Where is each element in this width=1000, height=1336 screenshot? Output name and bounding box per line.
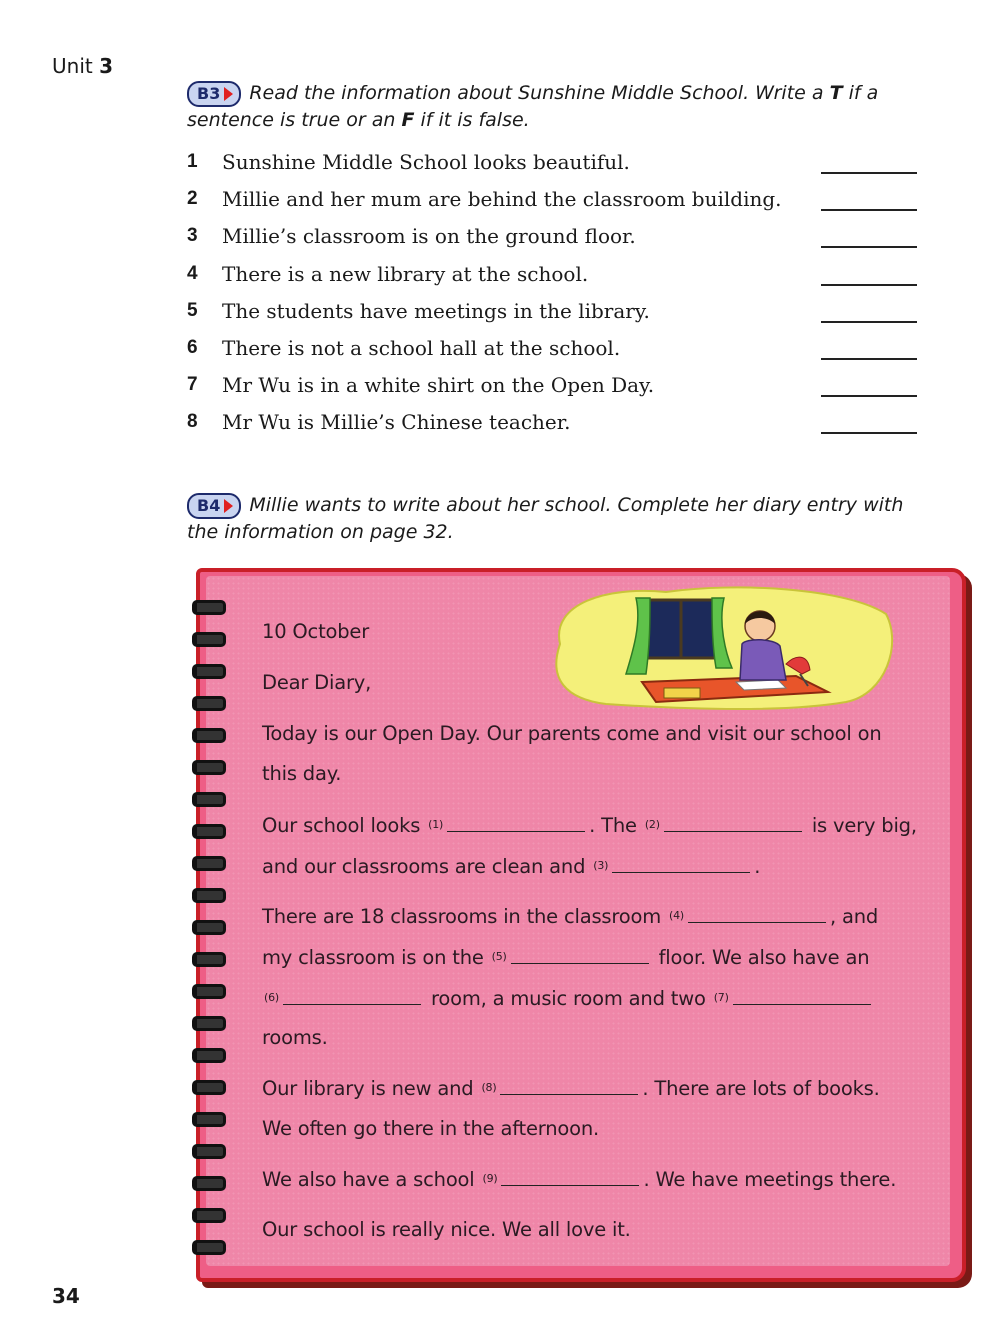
answer-blank[interactable]: [821, 432, 917, 434]
diary-line: We also have a school $^{(9)}$ . We have meetings there.: [262, 1168, 897, 1191]
diary-line: $^{(6)}$ room, a music room and two $^{(7)}$: [262, 986, 875, 1010]
answer-blank[interactable]: [821, 321, 917, 323]
fill-blank-4[interactable]: [688, 904, 826, 923]
fill-blank-7[interactable]: [733, 986, 871, 1005]
diary-line: and our classrooms are clean and $^{(3)}$ .: [262, 855, 761, 878]
answer-blank[interactable]: [821, 246, 917, 248]
tf-item: 6 There is not a school hall at the school.: [187, 334, 917, 371]
diary-date: 10 October: [262, 620, 370, 643]
answer-blank[interactable]: [821, 209, 917, 211]
diary-greeting: Dear Diary,: [262, 671, 372, 694]
tf-item: 5 The students have meetings in the library.: [187, 297, 917, 334]
arrow-triangle-icon: [224, 87, 233, 101]
unit-label: Unit: [52, 54, 93, 78]
tf-item: 4 There is a new library at the school.: [187, 260, 917, 297]
unit-number: 3: [99, 54, 113, 78]
diary-line: my classroom is on the $^{(5)}$ floor. We also have an: [262, 946, 870, 969]
answer-blank[interactable]: [821, 172, 917, 174]
unit-header: [52, 54, 113, 78]
b3-badge: B3: [187, 81, 241, 107]
fill-blank-3[interactable]: [612, 854, 750, 873]
page-number: 34: [52, 1284, 80, 1308]
answer-blank[interactable]: [821, 358, 917, 360]
tf-item: 1 Sunshine Middle School looks beautiful.: [187, 148, 917, 185]
fill-blank-5[interactable]: [511, 945, 649, 964]
b3-instruction: B3 Read the information about Sunshine Middle School. Write a T if a sentence is true or an F if it is false.: [187, 82, 879, 131]
fill-blank-9[interactable]: [501, 1167, 639, 1186]
answer-blank[interactable]: [821, 284, 917, 286]
fill-blank-8[interactable]: [500, 1076, 638, 1095]
diary-line: Our school looks $^{(1)}$ . The $^{(2)}$ is very big,: [262, 814, 917, 837]
diary-line: There are 18 classrooms in the classroom $^{(4)}$ , and: [262, 905, 879, 928]
diary-line: We often go there in the afternoon.: [262, 1117, 600, 1140]
arrow-triangle-icon: [224, 499, 233, 513]
b4-instruction: B4 Millie wants to write about her school. Complete her diary entry with the information on page 32.: [187, 494, 904, 543]
diary-line: Our library is new and $^{(8)}$ . There are lots of books.: [262, 1077, 880, 1100]
diary-notebook: [196, 568, 966, 1282]
fill-blank-6[interactable]: [283, 986, 421, 1005]
fill-blank-1[interactable]: [447, 813, 585, 832]
boy-studying-illustration: [546, 584, 900, 712]
tf-item: 2 Millie and her mum are behind the classroom building.: [187, 185, 917, 222]
tf-item: 8 Mr Wu is Millie’s Chinese teacher.: [187, 408, 917, 445]
tf-item: 3 Millie’s classroom is on the ground floor.: [187, 222, 917, 259]
diary-line: rooms.: [262, 1026, 328, 1049]
diary-line: Our school is really nice. We all love it.: [262, 1218, 631, 1241]
answer-blank[interactable]: [821, 395, 917, 397]
true-false-list: [187, 148, 917, 446]
diary-line: this day.: [262, 762, 342, 785]
diary-page: [206, 576, 950, 1266]
tf-item: 7 Mr Wu is in a white shirt on the Open Day.: [187, 371, 917, 408]
b4-badge: B4: [187, 493, 241, 519]
diary-line: Today is our Open Day. Our parents come and visit our school on: [262, 722, 882, 745]
fill-blank-2[interactable]: [664, 813, 802, 832]
